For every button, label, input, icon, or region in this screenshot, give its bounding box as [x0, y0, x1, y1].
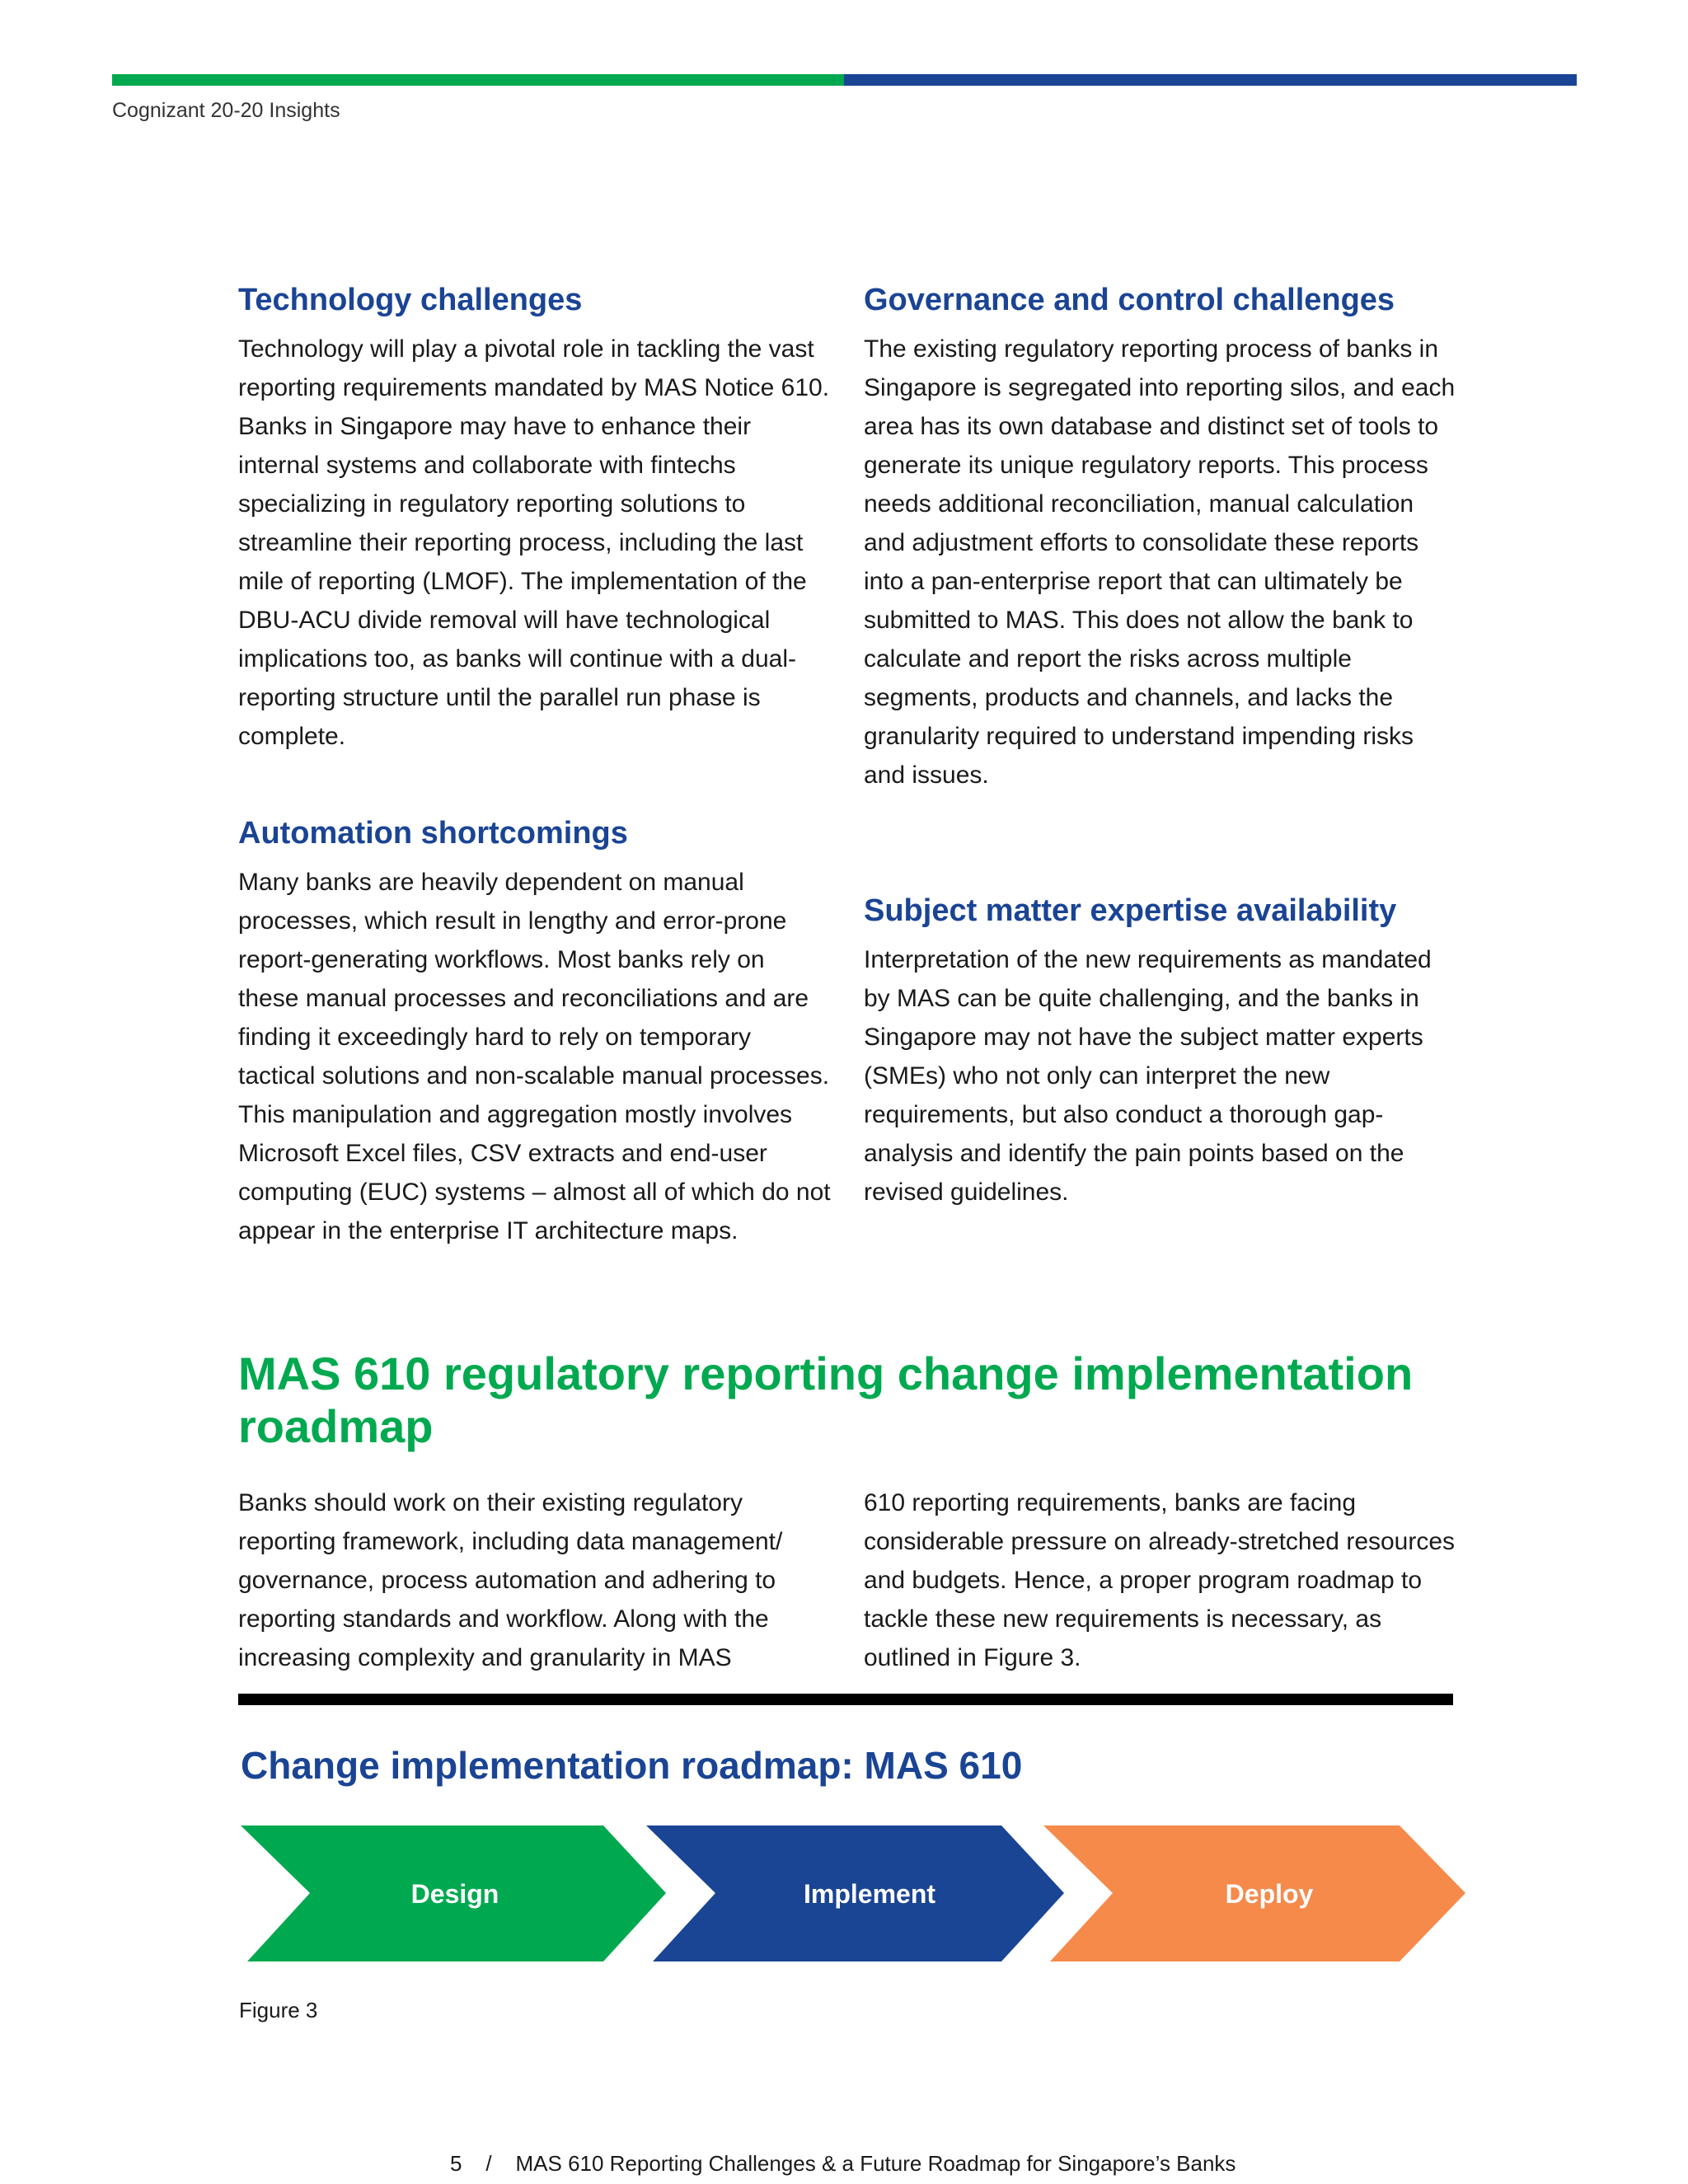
sme-heading: Subject matter expertise availability — [864, 893, 1397, 928]
automation-section — [238, 813, 832, 1250]
publication-label: Cognizant 20-20 Insights — [112, 99, 340, 122]
footer-separator: / — [485, 2151, 492, 2176]
roadmap-intro-right: 610 reporting requirements, banks are facing considerable pressure on already-stretched resources and budgets. Hence, a proper program roadmap to tackle these new requirements is necessary, as outlined in Figure 3. — [864, 1489, 1456, 1671]
roadmap-intro-left: Banks should work on their existing regulatory reporting framework, including data management/ governance, process automation and adhering to reporting standards and workflow. Along with the increasing complexity and granularity in MAS — [238, 1489, 783, 1671]
footer-title: MAS 610 Reporting Challenges & a Future Roadmap for Singapore’s Banks — [515, 2151, 1236, 2176]
automation-heading: Automation shortcomings — [238, 816, 628, 851]
roadmap-step-design — [241, 1825, 666, 1961]
accent-bar-green — [112, 74, 844, 86]
sme-body: Interpretation of the new requirements as mandated by MAS can be quite challenging, and the banks in Singapore may not have the subject matter experts (SMEs) who not only can interpret the new requirements, but also conduct a thorough gap-analysis and identify the pain points based on the revised guidelines. — [864, 946, 1432, 1206]
page-number: 5 — [450, 2151, 462, 2176]
technology-heading: Technology challenges — [238, 283, 583, 317]
roadmap-section-title: MAS 610 regulatory reporting change implementation roadmap — [238, 1347, 1414, 1452]
figure-top-rule — [238, 1694, 1453, 1705]
roadmap-step-implement — [646, 1825, 1064, 1961]
governance-body: The existing regulatory reporting process of banks in Singapore is segregated into reporting silos, and each area has its own database and distinct set of tools to generate its unique regulatory reports. This process needs additional reconciliation, manual calculation and adjustment efforts to consolidate these reports into a pan-enterprise report that can ultimately be submitted to MAS. This does not allow the bank to calculate and report the risks across multiple segments, products and channels, and lacks the granularity required to understand impending risks and issues. — [864, 335, 1456, 789]
accent-bar-blue — [844, 74, 1577, 86]
governance-heading: Governance and control challenges — [864, 283, 1395, 317]
roadmap-step-deploy — [1043, 1825, 1465, 1961]
figure-title: Change implementation roadmap: MAS 610 — [241, 1744, 1023, 1787]
implement-label: Implement — [803, 1879, 936, 1909]
technology-body: Technology will play a pivotal role in tackling the vast reporting requirements mandated by MAS Notice 610. Banks in Singapore may have to enhance their internal systems and collaborate with fintechs specializing in regulatory reporting solutions to streamline their reporting process, including the last mile of reporting (LMOF). The implementation of the DBU-ACU divide removal will have technological implications too, as banks will continue with a dual-reporting structure until the parallel run phase is complete. — [238, 335, 830, 750]
governance-section — [864, 280, 1457, 794]
automation-body: Many banks are heavily dependent on manual processes, which result in lengthy and error-prone report-generating workflows. Most banks rely on these manual processes and reconciliations and are finding it exceedingly hard to rely on temporary tactical solutions and non-scalable manual processes. This manipulation and aggregation mostly involves Microsoft Excel files, CSV extracts and end-user computing (EUC) systems – almost all of which do not appear in the enterprise IT architecture maps. — [238, 869, 831, 1244]
deploy-label: Deploy — [1225, 1879, 1314, 1909]
design-label: Design — [410, 1879, 499, 1909]
technology-section — [238, 280, 832, 756]
page-footer — [450, 2151, 1236, 2177]
sme-section — [864, 891, 1457, 1212]
figure-caption: Figure 3 — [239, 1998, 318, 2022]
top-accent-bar — [112, 74, 1577, 86]
roadmap-diagram — [239, 1825, 1467, 1961]
